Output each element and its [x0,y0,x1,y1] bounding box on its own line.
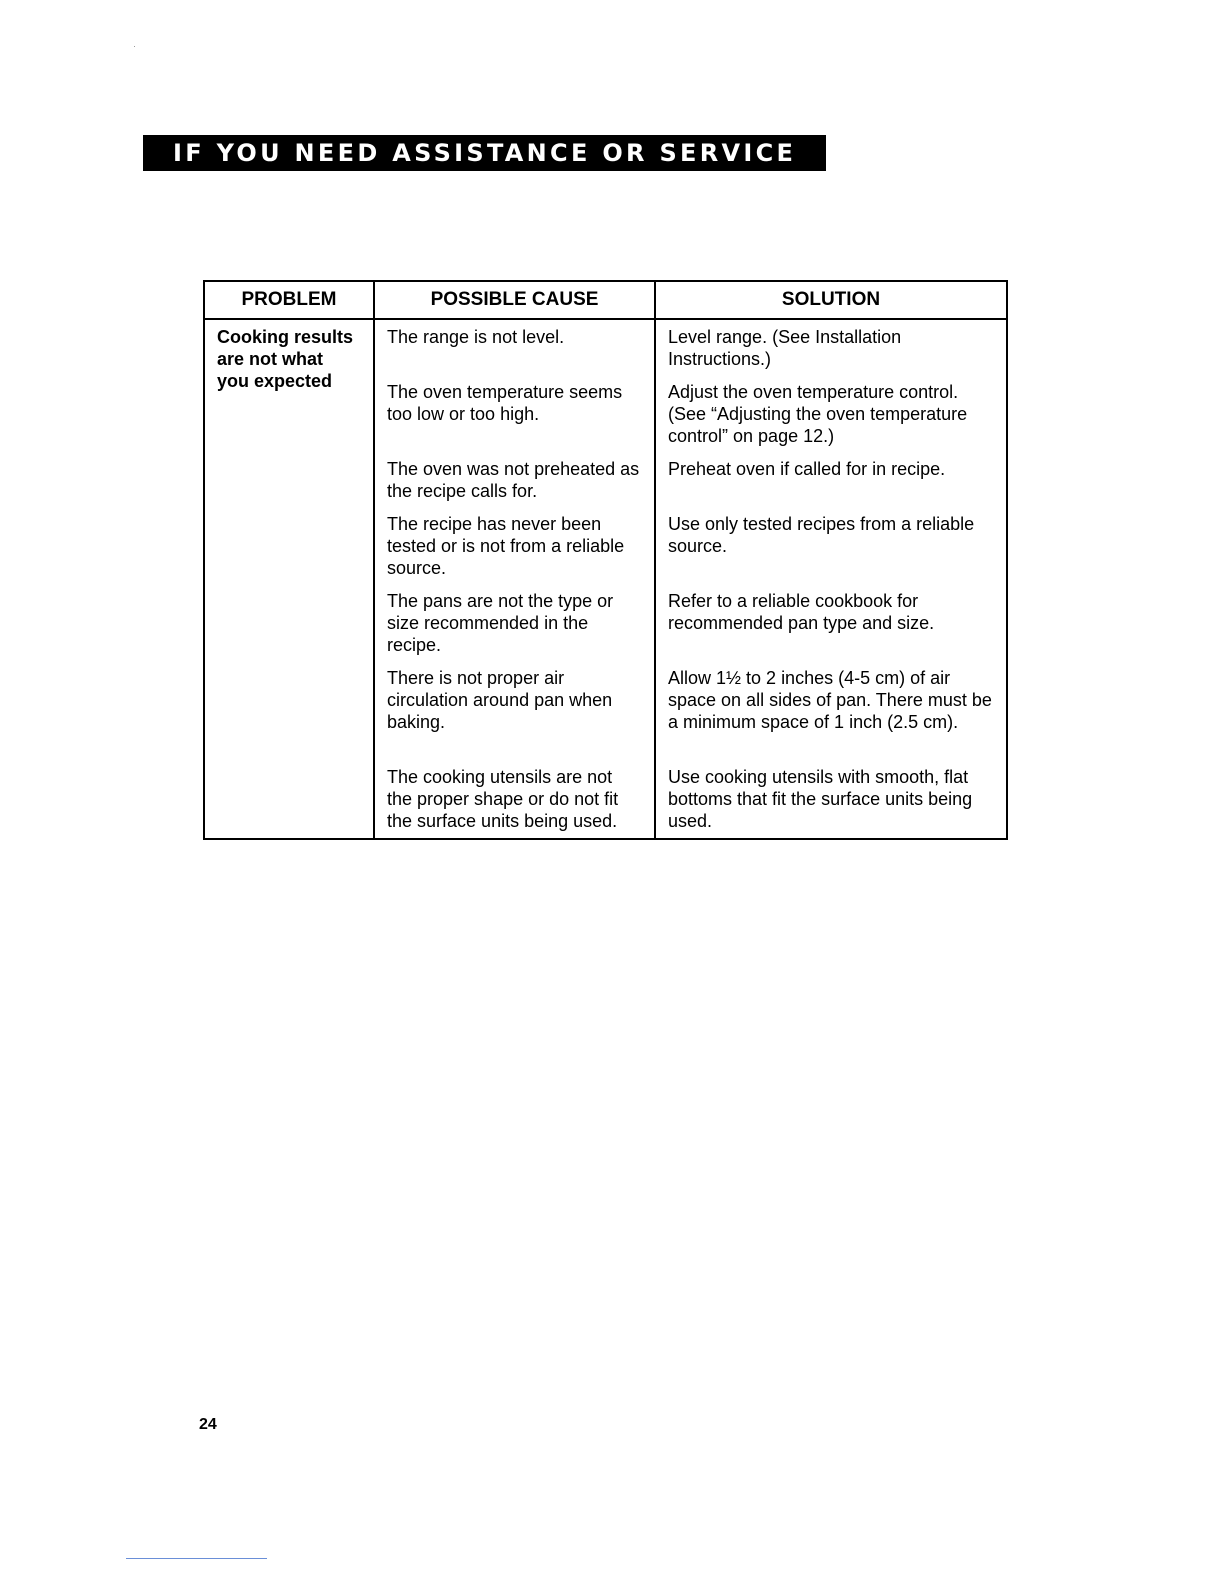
troubleshooting-table [203,280,1008,840]
solution-item: Refer to a reliable cookbook for recommended pan type and size. [668,591,935,633]
column-header-problem: PROBLEM [204,281,374,319]
cause-item: The recipe has never been tested or is not from a reliable source. [387,514,625,578]
solution-cell [655,319,1007,839]
table-row [204,319,1007,839]
column-header-possible-cause: POSSIBLE CAUSE [374,281,655,319]
cause-item: There is not proper air circulation around pan when baking. [387,668,613,732]
page-number: 24 [199,1416,217,1433]
problem-cell [204,319,374,839]
footer-divider [126,1558,267,1559]
cause-item: The cooking utensils are not the proper shape or do not fit the surface units being used. [387,767,619,831]
cause-item: The oven was not preheated as the recipe calls for. [387,459,640,501]
solution-item: Preheat oven if called for in recipe. [668,459,946,479]
solution-item: Allow 1½ to 2 inches (4-5 cm) of air space on all sides of pan. There must be a minimum space of 1 inch (2.5 cm). [668,668,992,732]
scan-speck [134,46,135,47]
column-header-solution: SOLUTION [655,281,1007,319]
cause-cell [374,319,655,839]
solution-item: Use cooking utensils with smooth, flat bottoms that fit the surface units being used. [668,767,973,831]
solution-item: Use only tested recipes from a reliable source. [668,514,975,556]
section-banner: IF YOU NEED ASSISTANCE OR SERVICE [143,135,826,171]
cause-item: The oven temperature seems too low or too high. [387,382,623,424]
problem-text: Cooking results are not what you expected [217,327,354,391]
cause-item: The range is not level. [387,327,565,347]
solution-item: Level range. (See Installation Instructions.) [668,327,902,369]
table-header-row [204,281,1007,319]
solution-item: Adjust the oven temperature control. (See “Adjusting the oven temperature control” on page 12.) [668,382,968,446]
cause-item: The pans are not the type or size recommended in the recipe. [387,591,614,655]
